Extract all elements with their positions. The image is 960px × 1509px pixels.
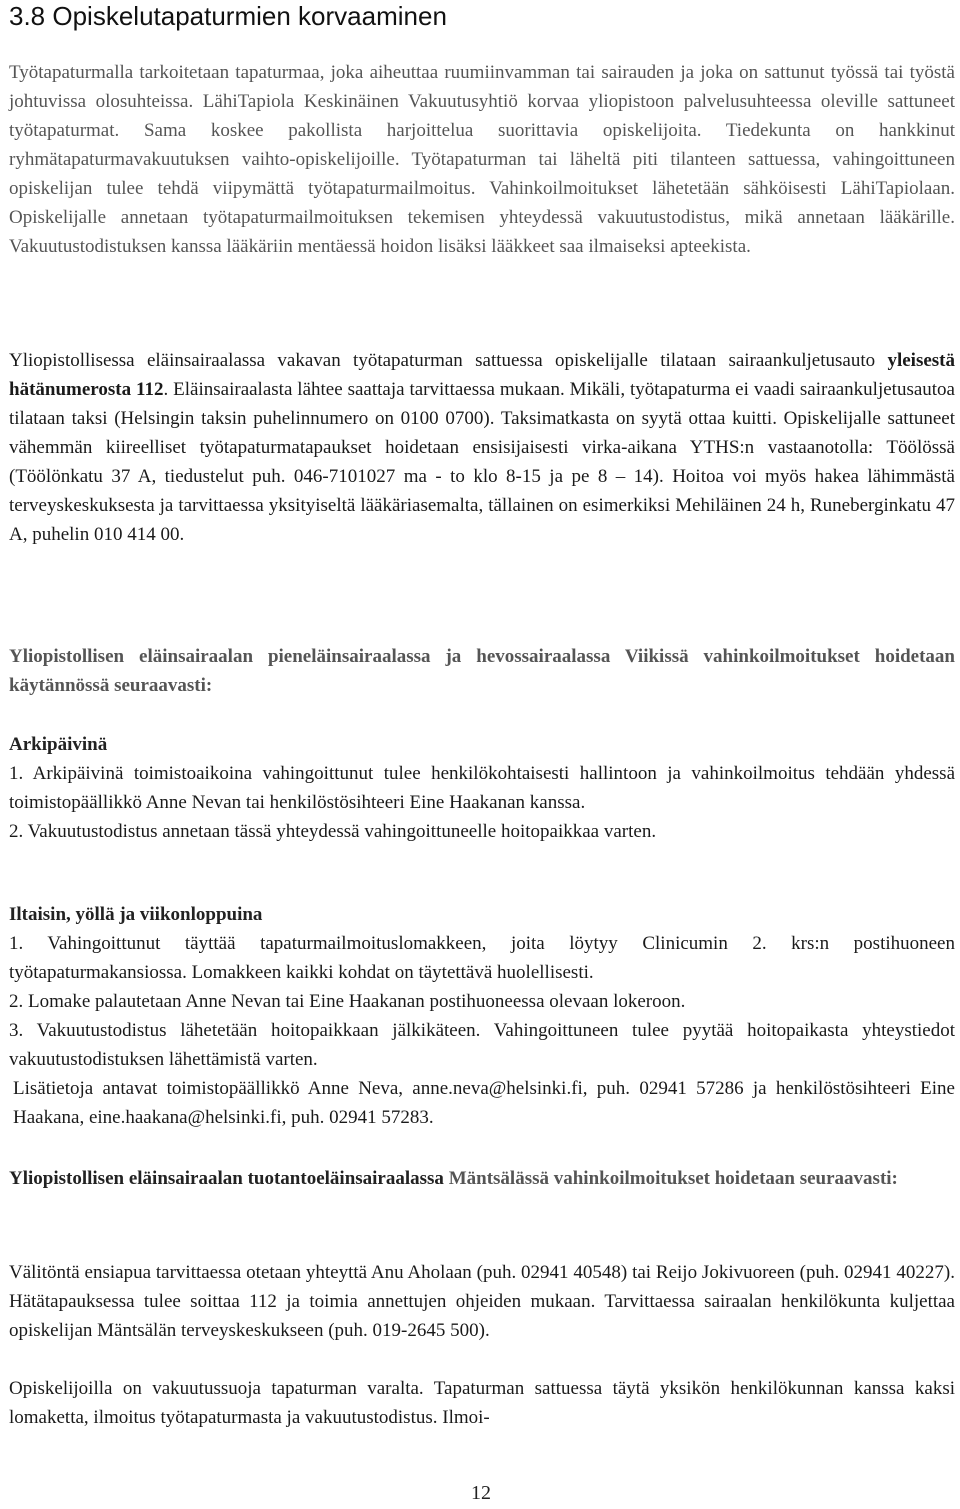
page-number: 12 [471, 1482, 491, 1504]
list-item: 2. Vakuutustodistus annetaan tässä yhteydessä vahingoittuneelle hoitopaikkaa varten. [9, 821, 657, 842]
list-arkipaivina [9, 759, 955, 846]
heading-mantsala-dark: Yliopistollisen eläinsairaalan tuotantoeläinsairaalassa [9, 1168, 449, 1189]
emergency-text-before: Yliopistollisessa eläinsairaalassa vakavan työtapaturman sattuessa opiskelijalle tilataan sairaankuljetusauto [9, 350, 888, 371]
emergency-text-after: . Eläinsairaalasta lähtee saattaja tarvittaessa mukaan. Mikäli, työtapaturma ei vaadi sairaankuljetusautoa tilataan taksi (Helsingin taksin puhelinnumero on 0100 0700). Taksimatkasta on syytä ottaa kuitti. Opiskelijalle sattuneet vähemmän kiireelliset työtapaturmatapaukset hoidetaan ensisijaisesti virka-aikana YTHS:n vastaanotolla: Töölössä (Töölönkatu 37 A, tiedustelut puh. 046-7101027 ma - to klo 8-15 ja pe 8 – 14). Hoitoa voi myös hakea lähimmästä terveyskeskuksesta ja tarvittaessa yksityiseltä lääkäriasemalta, tällainen on esimerkiksi Mehiläinen 24 h, Runeberginkatu 47 A, puhelin 010 414 00. [9, 379, 955, 545]
heading-viikki: Yliopistollisen eläinsairaalan pieneläinsairaalassa ja hevossairaalassa Viikissä vahinkoilmoitukset hoidetaan käytännössä seuraavasti: [9, 646, 955, 696]
section-title: 3.8 Opiskelutapaturmien korvaaminen [9, 1, 447, 31]
list-item: 2. Lomake palautetaan Anne Nevan tai Eine Haakanan postihuoneessa olevaan lokeroon. [9, 991, 686, 1012]
list-item: 1. Arkipäivinä toimistoaikoina vahingoittunut tulee henkilökohtaisesti hallintoon ja vahinkoilmoitus tehdään yhdessä toimistopäällikkö Anne Nevan tai henkilöstösihteeri Eine Haakanan kanssa. [9, 763, 955, 813]
emergency-number: yleisestä hätänumerosta 112 [9, 350, 955, 400]
heading-mantsala-grey: Mäntsälässä vahinkoilmoitukset hoidetaan seuraavasti: [448, 1168, 898, 1189]
heading-iltaisin: Iltaisin, yöllä ja viikonloppuina [9, 904, 263, 925]
list-item: 3. Vakuutustodistus lähetetään hoitopaikkaan jälkikäteen. Vahingoittuneen tulee pyytää hoitopaikasta yhteystiedot vakuutustodistuksen lähettämistä varten. [9, 1020, 955, 1070]
paragraph-emergency [9, 346, 955, 549]
contact-info: Lisätietoja antavat toimistopäällikkö Anne Neva, anne.neva@helsinki.fi, puh. 02941 57286 ja henkilöstösihteeri Eine Haakana, eine.haakana@helsinki.fi, puh. 02941 57283. [13, 1078, 955, 1128]
list-item: 1. Vahingoittunut täyttää tapaturmailmoituslomakkeen, joita löytyy Clinicumin 2. krs:n postihuoneen työtapaturmakansiossa. Lomakkeen kaikki kohdat on täytettävä huolellisesti. [9, 933, 955, 983]
heading-arkipaivina: Arkipäivinä [9, 734, 108, 755]
paragraph-intro: Työtapaturmalla tarkoitetaan tapaturmaa, joka aiheuttaa ruumiinvamman tai sairauden ja joka on sattunut työssä tai työstä johtuvissa olosuhteissa. LähiTapiola Keskinäinen Vakuutusyhtiö korvaa yliopistoon palvelusuhteessa oleville sattuneet työtapaturmat. Sama koskee pakollista harjoittelua suorittavia opiskelijoita. Tiedekunta on hankkinut ryhmätapaturmavakuutuksen vaihto-opiskelijoille. Työtapaturman tai läheltä piti tilanteen sattuessa, vahingoittuneen opiskelijan tulee tehdä viipymättä työtapaturmailmoitus. Vahinkoilmoitukset lähetetään sähköisesti LähiTapiolaan. Opiskelijalle annetaan työtapaturmailmoituksen tekemisen yhteydessä vakuutustodistus, mikä annetaan lääkärille. Vakuutustodistuksen kanssa lääkäriin mentäessä hoidon lisäksi lääkkeet saa ilmaiseksi apteekista. [9, 62, 955, 257]
paragraph-insurance: Opiskelijoilla on vakuutussuoja tapaturman varalta. Tapaturman sattuessa täytä yksikön henkilökunnan kanssa kaksi lomaketta, ilmoitus työtapaturmasta ja vakuutustodistus. Ilmoi- [9, 1378, 955, 1428]
list-iltaisin [9, 929, 955, 1132]
paragraph-first-aid: Välitöntä ensiapua tarvittaessa otetaan yhteyttä Anu Aholaan (puh. 02941 40548) tai Reijo Jokivuoreen (puh. 02941 40227). Hätätapauksessa tulee soittaa 112 ja toimia annettujen ohjeiden mukaan. Tarvittaessa sairaalan henkilökunta kuljettaa opiskelijan Mäntsälän terveyskeskukseen (puh. 019-2645 500). [9, 1262, 955, 1341]
heading-mantsala [9, 1164, 955, 1193]
